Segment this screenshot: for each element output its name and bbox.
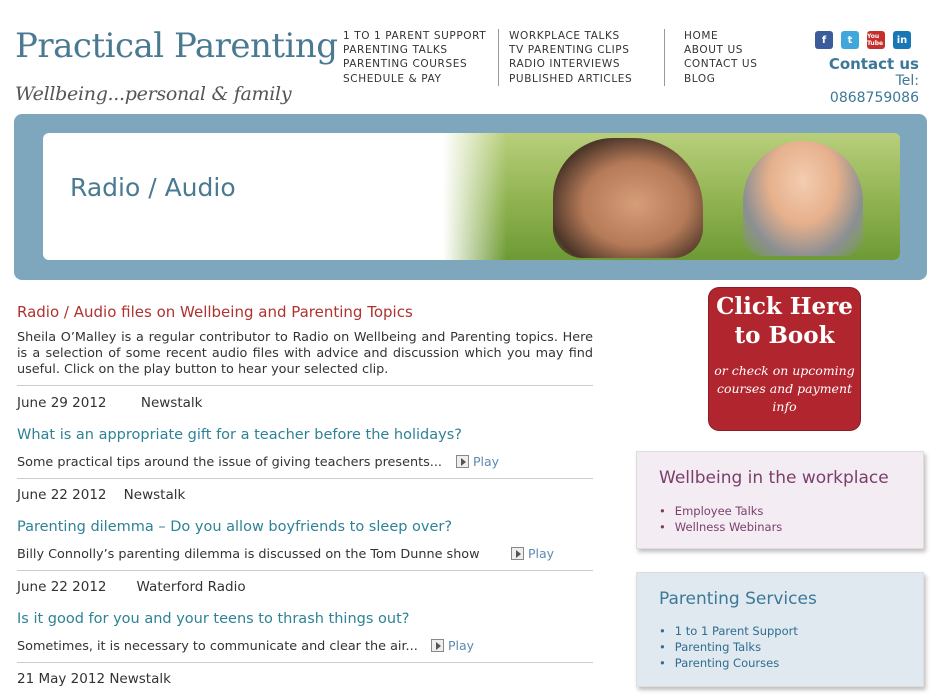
play-label[interactable]: Play bbox=[448, 638, 475, 653]
intro-paragraph: Sheila O’Malley is a regular contributor to Radio on Wellbeing and Parenting topics. Here is a selection of some recent audio files with advice and discussion which you may find useful. Click on the play button to hear your selected clip. bbox=[17, 330, 593, 377]
youtube-icon[interactable]: You Tube bbox=[867, 33, 884, 47]
clip-date-source: June 22 2012 Newstalk bbox=[17, 487, 186, 503]
play-icon[interactable] bbox=[456, 455, 469, 468]
nav-link-schedule-pay[interactable]: SCHEDULE & PAY bbox=[343, 72, 442, 85]
nav-link-1to1-parent-support[interactable]: 1 TO 1 PARENT SUPPORT bbox=[343, 30, 487, 42]
site-logo-title[interactable]: Practical Parenting bbox=[15, 26, 338, 66]
nav-column-site bbox=[684, 29, 757, 86]
nav-link-radio-interviews[interactable]: RADIO INTERVIEWS bbox=[509, 58, 621, 71]
clip-description: Sometimes, it is necessary to communicate and clear the air... bbox=[17, 639, 418, 654]
contact-tel-label: Tel: bbox=[895, 73, 919, 89]
divider bbox=[17, 478, 593, 479]
page-banner bbox=[14, 114, 927, 280]
link-wellness-webinars[interactable]: • Wellness Webinars bbox=[659, 519, 782, 535]
banner-photo-father-and-baby bbox=[443, 133, 900, 260]
contact-tel-number[interactable]: 0868759086 bbox=[829, 90, 919, 106]
nav-link-workplace-talks[interactable]: WORKPLACE TALKS bbox=[509, 30, 620, 42]
wellbeing-workplace-box bbox=[636, 451, 924, 549]
clip-title-link[interactable]: Parenting dilemma – Do you allow boyfriends to sleep over? bbox=[17, 519, 453, 535]
nav-column-services bbox=[343, 29, 486, 86]
nav-link-parenting-talks[interactable]: PARENTING TALKS bbox=[343, 44, 448, 57]
clip-description: Billy Connolly’s parenting dilemma is discussed on the Tom Dunne show bbox=[17, 547, 480, 562]
site-tagline: Wellbeing...personal & family bbox=[15, 83, 292, 105]
wellbeing-links bbox=[659, 503, 782, 535]
play-label[interactable]: Play bbox=[473, 454, 500, 469]
play-icon[interactable] bbox=[511, 547, 524, 560]
link-parenting-courses[interactable]: • Parenting Courses bbox=[659, 655, 798, 671]
parenting-box-title[interactable]: Parenting Services bbox=[659, 589, 817, 609]
clip-date-source: 21 May 2012 Newstalk bbox=[17, 671, 171, 687]
clip-description: Some practical tips around the issue of giving teachers presents... bbox=[17, 455, 442, 470]
divider bbox=[17, 385, 593, 386]
link-employee-talks[interactable]: • Employee Talks bbox=[659, 503, 782, 519]
play-button[interactable] bbox=[511, 546, 554, 561]
facebook-icon[interactable]: f bbox=[815, 31, 833, 49]
twitter-icon[interactable]: t bbox=[841, 31, 859, 49]
banner-panel bbox=[43, 133, 900, 260]
wellbeing-box-title[interactable]: Wellbeing in the workplace bbox=[659, 468, 889, 488]
nav-link-blog[interactable]: BLOG bbox=[684, 72, 716, 85]
photo-baby bbox=[743, 141, 863, 256]
parenting-services-box bbox=[636, 572, 924, 687]
clip-date-source: June 22 2012 Waterford Radio bbox=[17, 579, 246, 595]
nav-link-about-us[interactable]: ABOUT US bbox=[684, 44, 744, 57]
divider bbox=[17, 570, 593, 571]
nav-link-contact-us[interactable]: CONTACT US bbox=[684, 58, 758, 71]
nav-link-parenting-courses[interactable]: PARENTING COURSES bbox=[343, 58, 468, 71]
nav-link-home[interactable]: HOME bbox=[684, 30, 719, 42]
contact-us-heading[interactable]: Contact us bbox=[828, 55, 919, 73]
play-button[interactable] bbox=[431, 638, 474, 653]
clip-title-link[interactable]: Is it good for you and your teens to thrash things out? bbox=[17, 611, 410, 627]
divider bbox=[17, 662, 593, 663]
nav-link-published-articles[interactable]: PUBLISHED ARTICLES bbox=[509, 72, 633, 85]
nav-column-media bbox=[509, 29, 632, 86]
play-button[interactable] bbox=[456, 454, 499, 469]
nav-divider bbox=[664, 29, 665, 86]
social-links bbox=[815, 31, 911, 49]
parenting-links bbox=[659, 623, 798, 671]
clip-date-source: June 29 2012 Newstalk bbox=[17, 395, 203, 411]
book-now-button[interactable] bbox=[709, 288, 860, 430]
book-now-subtext[interactable]: or check on upcoming courses and payment info bbox=[714, 363, 855, 414]
nav-divider bbox=[498, 29, 499, 86]
clip-title-link[interactable]: What is an appropriate gift for a teacher before the holidays? bbox=[17, 427, 462, 443]
linkedin-icon[interactable]: in bbox=[893, 31, 911, 49]
play-label[interactable]: Play bbox=[528, 546, 555, 561]
contact-phone bbox=[830, 73, 919, 107]
nav-link-tv-parenting-clips[interactable]: TV PARENTING CLIPS bbox=[509, 44, 630, 57]
photo-father bbox=[553, 138, 703, 258]
link-parenting-talks[interactable]: • Parenting Talks bbox=[659, 639, 798, 655]
content-heading: Radio / Audio files on Wellbeing and Parenting Topics bbox=[17, 303, 413, 321]
play-icon[interactable] bbox=[431, 639, 444, 652]
book-now-label[interactable]: Click Here to Book bbox=[716, 293, 853, 349]
page-title: Radio / Audio bbox=[70, 173, 236, 202]
link-1to1-parent-support[interactable]: • 1 to 1 Parent Support bbox=[659, 623, 798, 639]
